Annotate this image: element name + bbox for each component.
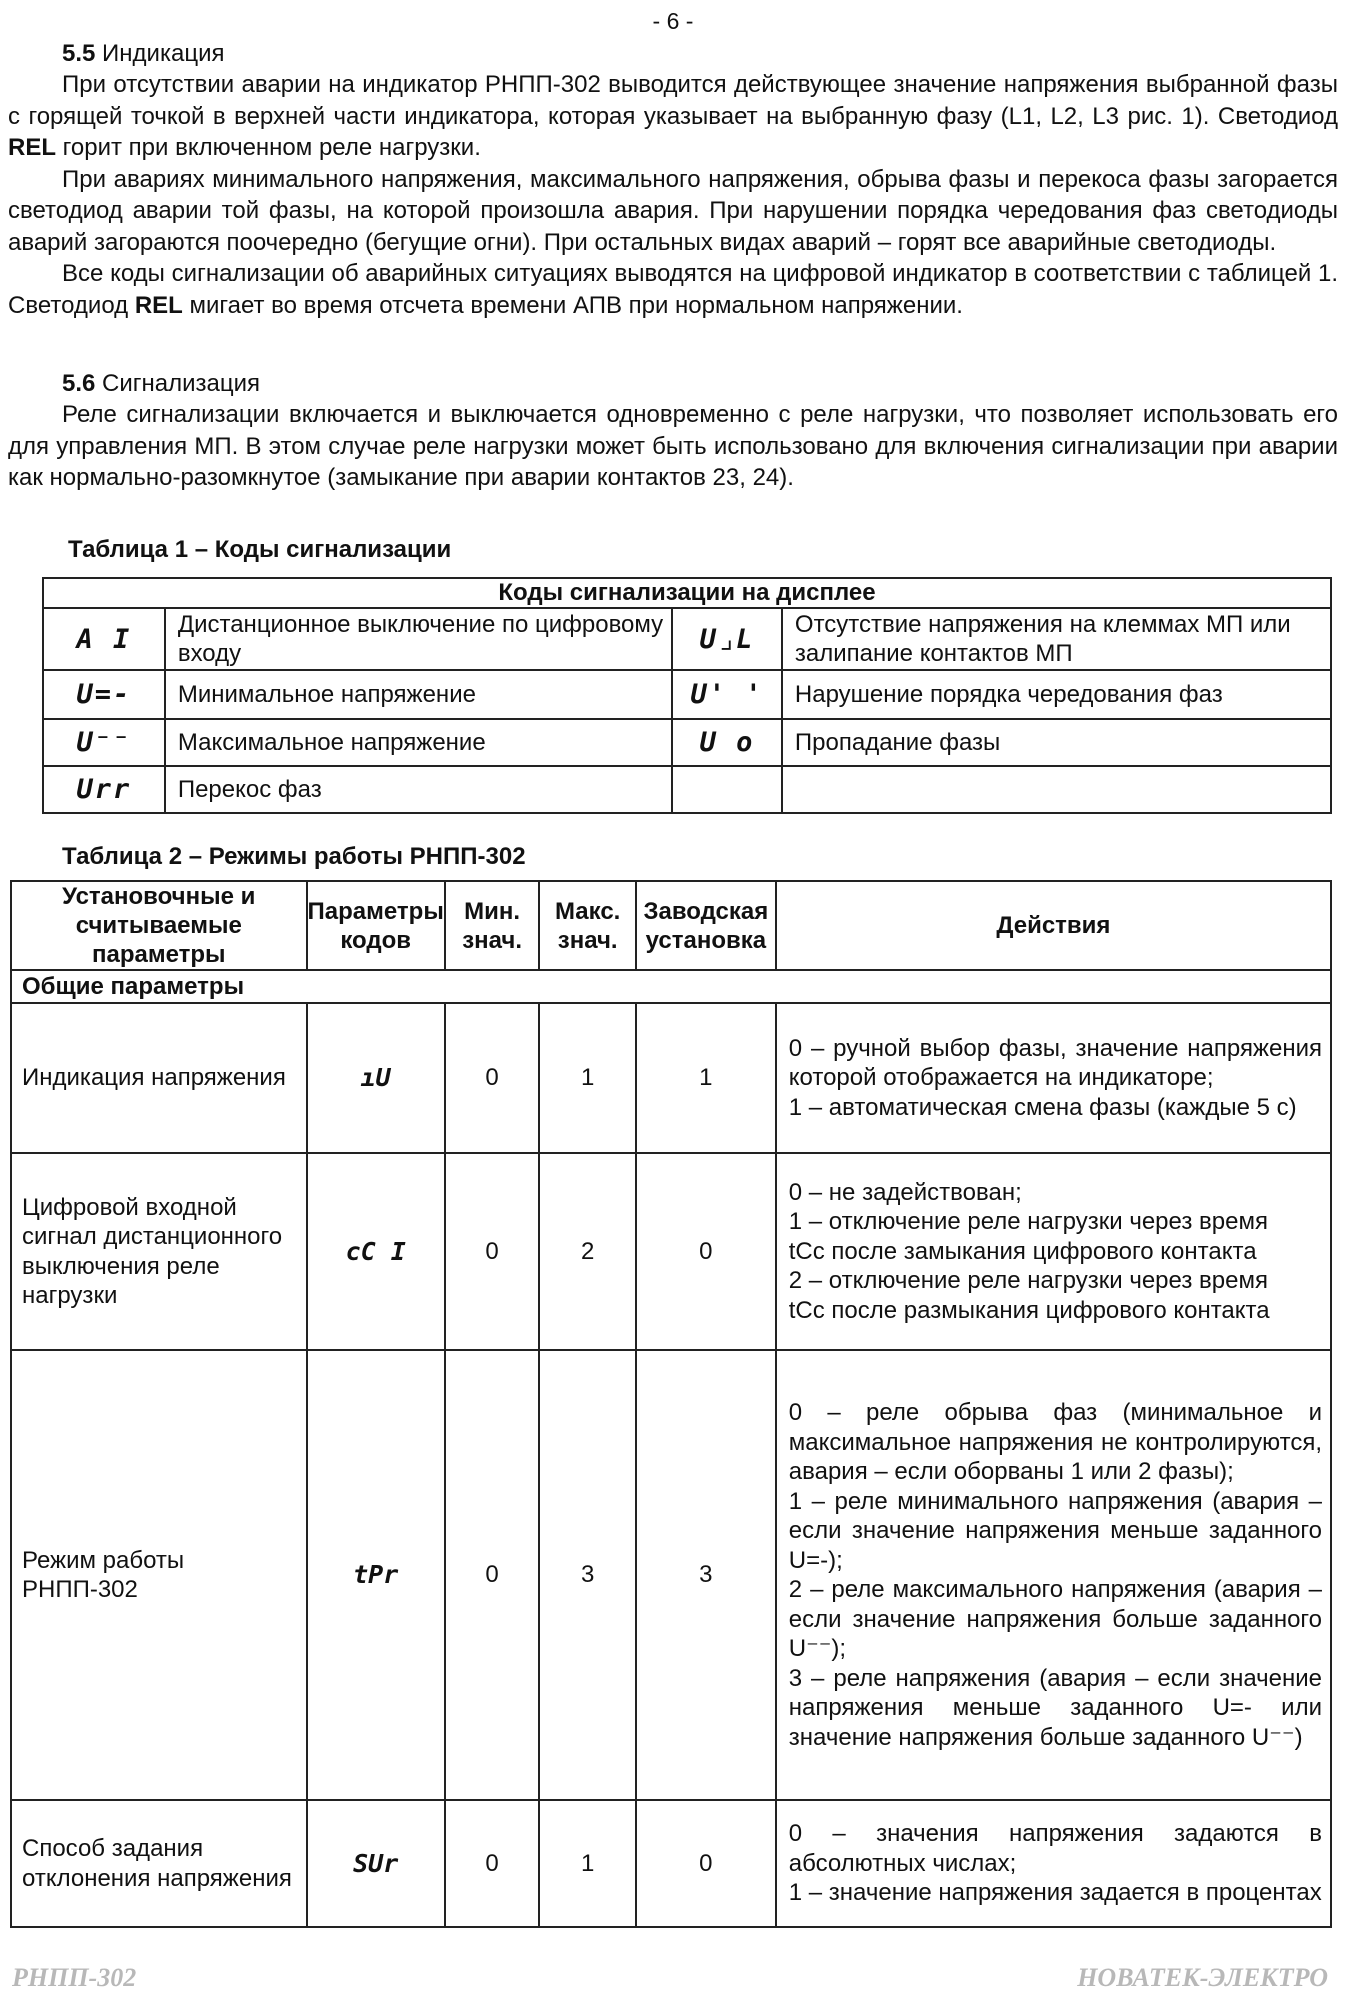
paragraph: Все коды сигнализации об аварийных ситуациях выводятся на цифровой индикатор в соответствии с таблицей 1. Светодиод REL мигает во время отсчета времени АПВ при нормальном напряжении. — [8, 260, 1338, 319]
table2-header-row — [11, 881, 1331, 970]
actions-cell — [776, 1800, 1331, 1927]
table-row — [43, 719, 1331, 766]
display-code: U' ' — [672, 670, 782, 719]
code-description: Отсутствие напряжения на клеммах МП или залипание контактов МП — [782, 608, 1331, 670]
code-description: Нарушение порядка чередования фаз — [782, 670, 1331, 719]
action-line: 1 – реле минимального напряжения (авария – если значение напряжения меньше заданного U=-); — [788, 1487, 1322, 1574]
column-header: Заводская установка — [636, 881, 776, 970]
display-code: Urr — [43, 766, 165, 813]
footer-company-name: НОВАТЕК-ЭЛЕКТРО — [1077, 1963, 1328, 1992]
action-line: 0 – реле обрыва фаз (минимальное и максимальное напряжения не контролируются, авария – если оборваны 1 или 2 фазы); — [788, 1399, 1322, 1485]
footer-product-name: РНПП-302 — [12, 1963, 137, 1992]
min-value: 0 — [445, 1350, 540, 1800]
max-value: 1 — [539, 1800, 636, 1927]
column-header: Мин. знач. — [445, 881, 540, 970]
section-number: 5.5 — [62, 40, 96, 67]
column-header: Установочные и считываемые параметры — [11, 881, 307, 970]
code-description — [782, 766, 1331, 813]
table-row — [11, 1153, 1331, 1350]
param-name: Цифровой входной сигнал дистанционного выключения реле нагрузки — [11, 1153, 307, 1350]
table2 — [10, 880, 1332, 1928]
table1-caption: Таблица 1 – Коды сигнализации — [68, 536, 452, 563]
section-5-5-heading — [62, 40, 224, 68]
action-line: 2 – отключение реле нагрузки через время — [788, 1267, 1268, 1295]
column-header: Макс. знач. — [539, 881, 636, 970]
actions-cell — [776, 1350, 1331, 1800]
table-row — [43, 670, 1331, 719]
param-code: cC I — [307, 1153, 445, 1350]
page-number: - 6 - — [652, 8, 694, 34]
factory-value: 3 — [636, 1350, 776, 1800]
action-line: 0 – значения напряжения задаются в абсолютных числах; — [788, 1820, 1322, 1877]
code-description: Пропадание фазы — [782, 719, 1331, 766]
actions-cell — [776, 1153, 1331, 1350]
max-value: 1 — [539, 1003, 636, 1153]
param-name: Режим работы РНПП-302 — [11, 1350, 307, 1800]
display-code: U o — [672, 719, 782, 766]
factory-value: 1 — [636, 1003, 776, 1153]
min-value: 0 — [445, 1153, 540, 1350]
factory-value: 0 — [636, 1800, 776, 1927]
paragraph: При отсутствии аварии на индикатор РНПП-302 выводится действующее значение напряжения выбранной фазы с горящей точкой в верхней части индикатора, которая указывает на выбранную фазу (L1, L2, L3 рис. 1). Светодиод REL горит при включенном реле нагрузки. — [8, 71, 1338, 161]
column-header: Действия — [776, 881, 1331, 970]
param-code: tPr — [307, 1350, 445, 1800]
param-code: ıU — [307, 1003, 445, 1153]
table-row — [43, 608, 1331, 670]
action-line: 0 – не задействован; — [788, 1178, 1022, 1206]
group-header: Общие параметры — [11, 970, 1331, 1003]
section-title: Сигнализация — [102, 370, 261, 397]
action-line: 1 – отключение реле нагрузки через время — [788, 1208, 1268, 1236]
table2-caption: Таблица 2 – Режимы работы РНПП-302 — [62, 843, 526, 870]
param-name: Индикация напряжения — [11, 1003, 307, 1153]
display-code: U⁻⁻ — [43, 719, 165, 766]
action-line: tCc после замыкания цифрового контакта — [788, 1237, 1257, 1265]
paragraph: При авариях минимального напряжения, максимального напряжения, обрыва фазы и перекоса фазы загорается светодиод аварии той фазы, на которой произошла авария. При нарушении порядка чередования фаз светодиоды аварий загораются поочередно (бегущие огни). При остальных видах аварий – горят все аварийные светодиоды. — [8, 165, 1338, 256]
min-value: 0 — [445, 1003, 540, 1153]
section-number: 5.6 — [62, 370, 96, 397]
min-value: 0 — [445, 1800, 540, 1927]
factory-value: 0 — [636, 1153, 776, 1350]
action-line: 2 – реле максимального напряжения (авария – если значение напряжения больше заданного U⁻⁻); — [788, 1576, 1322, 1662]
code-description: Перекос фаз — [165, 766, 672, 813]
param-name: Способ задания отклонения напряжения — [11, 1800, 307, 1927]
table-row — [11, 1800, 1331, 1927]
code-description: Максимальное напряжение — [165, 719, 672, 766]
action-line: tCc после размыкания цифрового контакта — [788, 1296, 1270, 1324]
actions-cell — [776, 1003, 1331, 1153]
display-code: U=- — [43, 670, 165, 719]
table1-header: Коды сигнализации на дисплее — [43, 578, 1331, 608]
action-line: 0 – ручной выбор фазы, значение напряжения которой отображается на индикаторе; — [788, 1034, 1322, 1092]
code-description: Минимальное напряжение — [165, 670, 672, 719]
paragraph: Реле сигнализации включается и выключается одновременно с реле нагрузки, что позволяет использовать его для управления МП. В этом случае реле нагрузки может быть использовано для включения сигнализации при аварии как нормально-разомкнутое (замыкание при аварии контактов 23, 24). — [8, 401, 1338, 491]
section-5-6-body — [8, 399, 1338, 494]
display-code: U⌟L — [672, 608, 782, 670]
display-code: A I — [43, 608, 165, 670]
table1 — [42, 577, 1332, 814]
display-code — [672, 766, 782, 813]
max-value: 3 — [539, 1350, 636, 1800]
param-code: SUr — [307, 1800, 445, 1927]
table-row — [11, 1350, 1331, 1800]
action-line: 1 – автоматическая смена фазы (каждые 5 с) — [788, 1093, 1297, 1121]
column-header: Параметры кодов — [307, 881, 445, 970]
action-line: 1 – значение напряжения задается в процентах — [788, 1879, 1322, 1907]
table-row — [11, 1003, 1331, 1153]
max-value: 2 — [539, 1153, 636, 1350]
section-5-5-body — [8, 69, 1338, 321]
table-row — [43, 766, 1331, 813]
section-title: Индикация — [102, 40, 225, 67]
action-line: 3 – реле напряжения (авария – если значение напряжения меньше заданного U=- или значение напряжения больше заданного U⁻⁻) — [788, 1664, 1322, 1751]
code-description: Дистанционное выключение по цифровому входу — [165, 608, 672, 670]
section-5-6-heading — [62, 370, 260, 398]
